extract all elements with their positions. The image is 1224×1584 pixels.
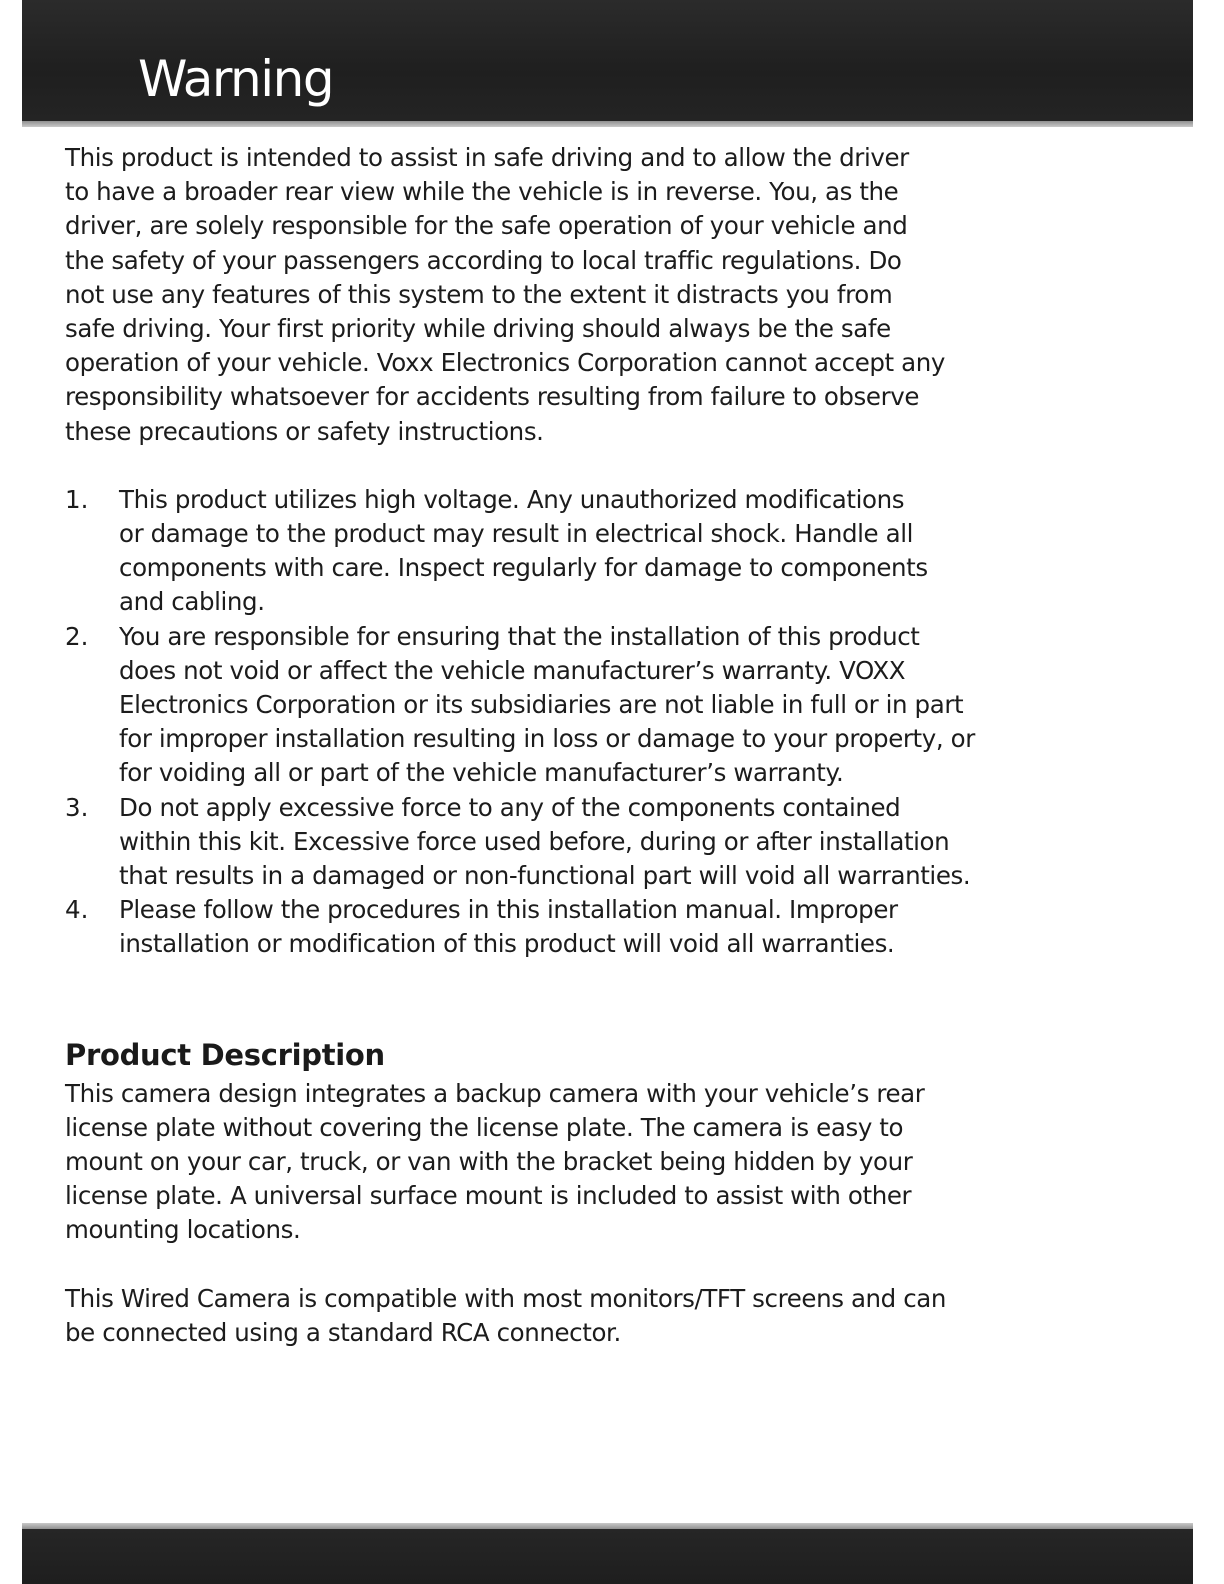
list-item-number: 3.	[65, 792, 89, 822]
section-title-product-description: Product Description	[65, 1037, 385, 1072]
warning-intro-paragraph: This product is intended to assist in safe driving and to allow the driver to have a broader rear view while the vehicle is in reverse. You, as the driver, are solely responsible for the safe operation of your vehicle and the safety of your passengers according to local traffic regulations. Do not use any features of this system to the extent it distracts you from safe driving. Your first priority while driving should always be the safe operation of your vehicle. Voxx Electronics Corporation cannot accept any responsibility whatsoever for accidents resulting from failure to observe these precautions or safety instructions.	[65, 143, 945, 446]
product-description-paragraph: This camera design integrates a backup camera with your vehicle’s rear license plate without covering the license plate. The camera is easy to mount on your car, truck, or van with the bracket being hidden by your license plate. A universal surface mount is included to assist with other mounting locations.	[65, 1078, 925, 1245]
list-item-text: This product utilizes high voltage. Any unauthorized modifications or damage to the product may result in electrical shock. Handle all components with care. Inspect regularly for damage to components and cabling.	[119, 484, 928, 617]
list-item-number: 2.	[65, 621, 89, 651]
list-item-text: Do not apply excessive force to any of the components contained within this kit. Excessive force used before, during or after installation that results in a damaged or non-functional part will void all warranties.	[119, 792, 971, 891]
warning-list	[65, 483, 1155, 962]
main-content	[65, 141, 1155, 1350]
page-title: Warning	[138, 50, 334, 108]
footer-band	[22, 1529, 1193, 1584]
warning-list-item	[65, 893, 1155, 961]
list-item-number: 4.	[65, 895, 89, 925]
list-item-text: You are responsible for ensuring that the installation of this product does not void or affect the vehicle manufacturer’s warranty. VOXX Electronics Corporation or its subsidiaries are not liable in full or in part for improper installation resulting in loss or damage to your property, or for voiding all or part of the vehicle manufacturer’s warranty.	[119, 621, 975, 788]
compatibility-paragraph: This Wired Camera is compatible with most monitors/TFT screens and can be connected using a standard RCA connector.	[65, 1283, 947, 1347]
list-item-text: Please follow the procedures in this installation manual. Improper installation or modification of this product will void all warranties.	[119, 895, 898, 959]
warning-list-item	[65, 791, 1155, 894]
header-divider	[22, 121, 1193, 127]
list-item-number: 1.	[65, 484, 89, 514]
warning-list-item	[65, 483, 1155, 620]
warning-list-item	[65, 620, 1155, 791]
